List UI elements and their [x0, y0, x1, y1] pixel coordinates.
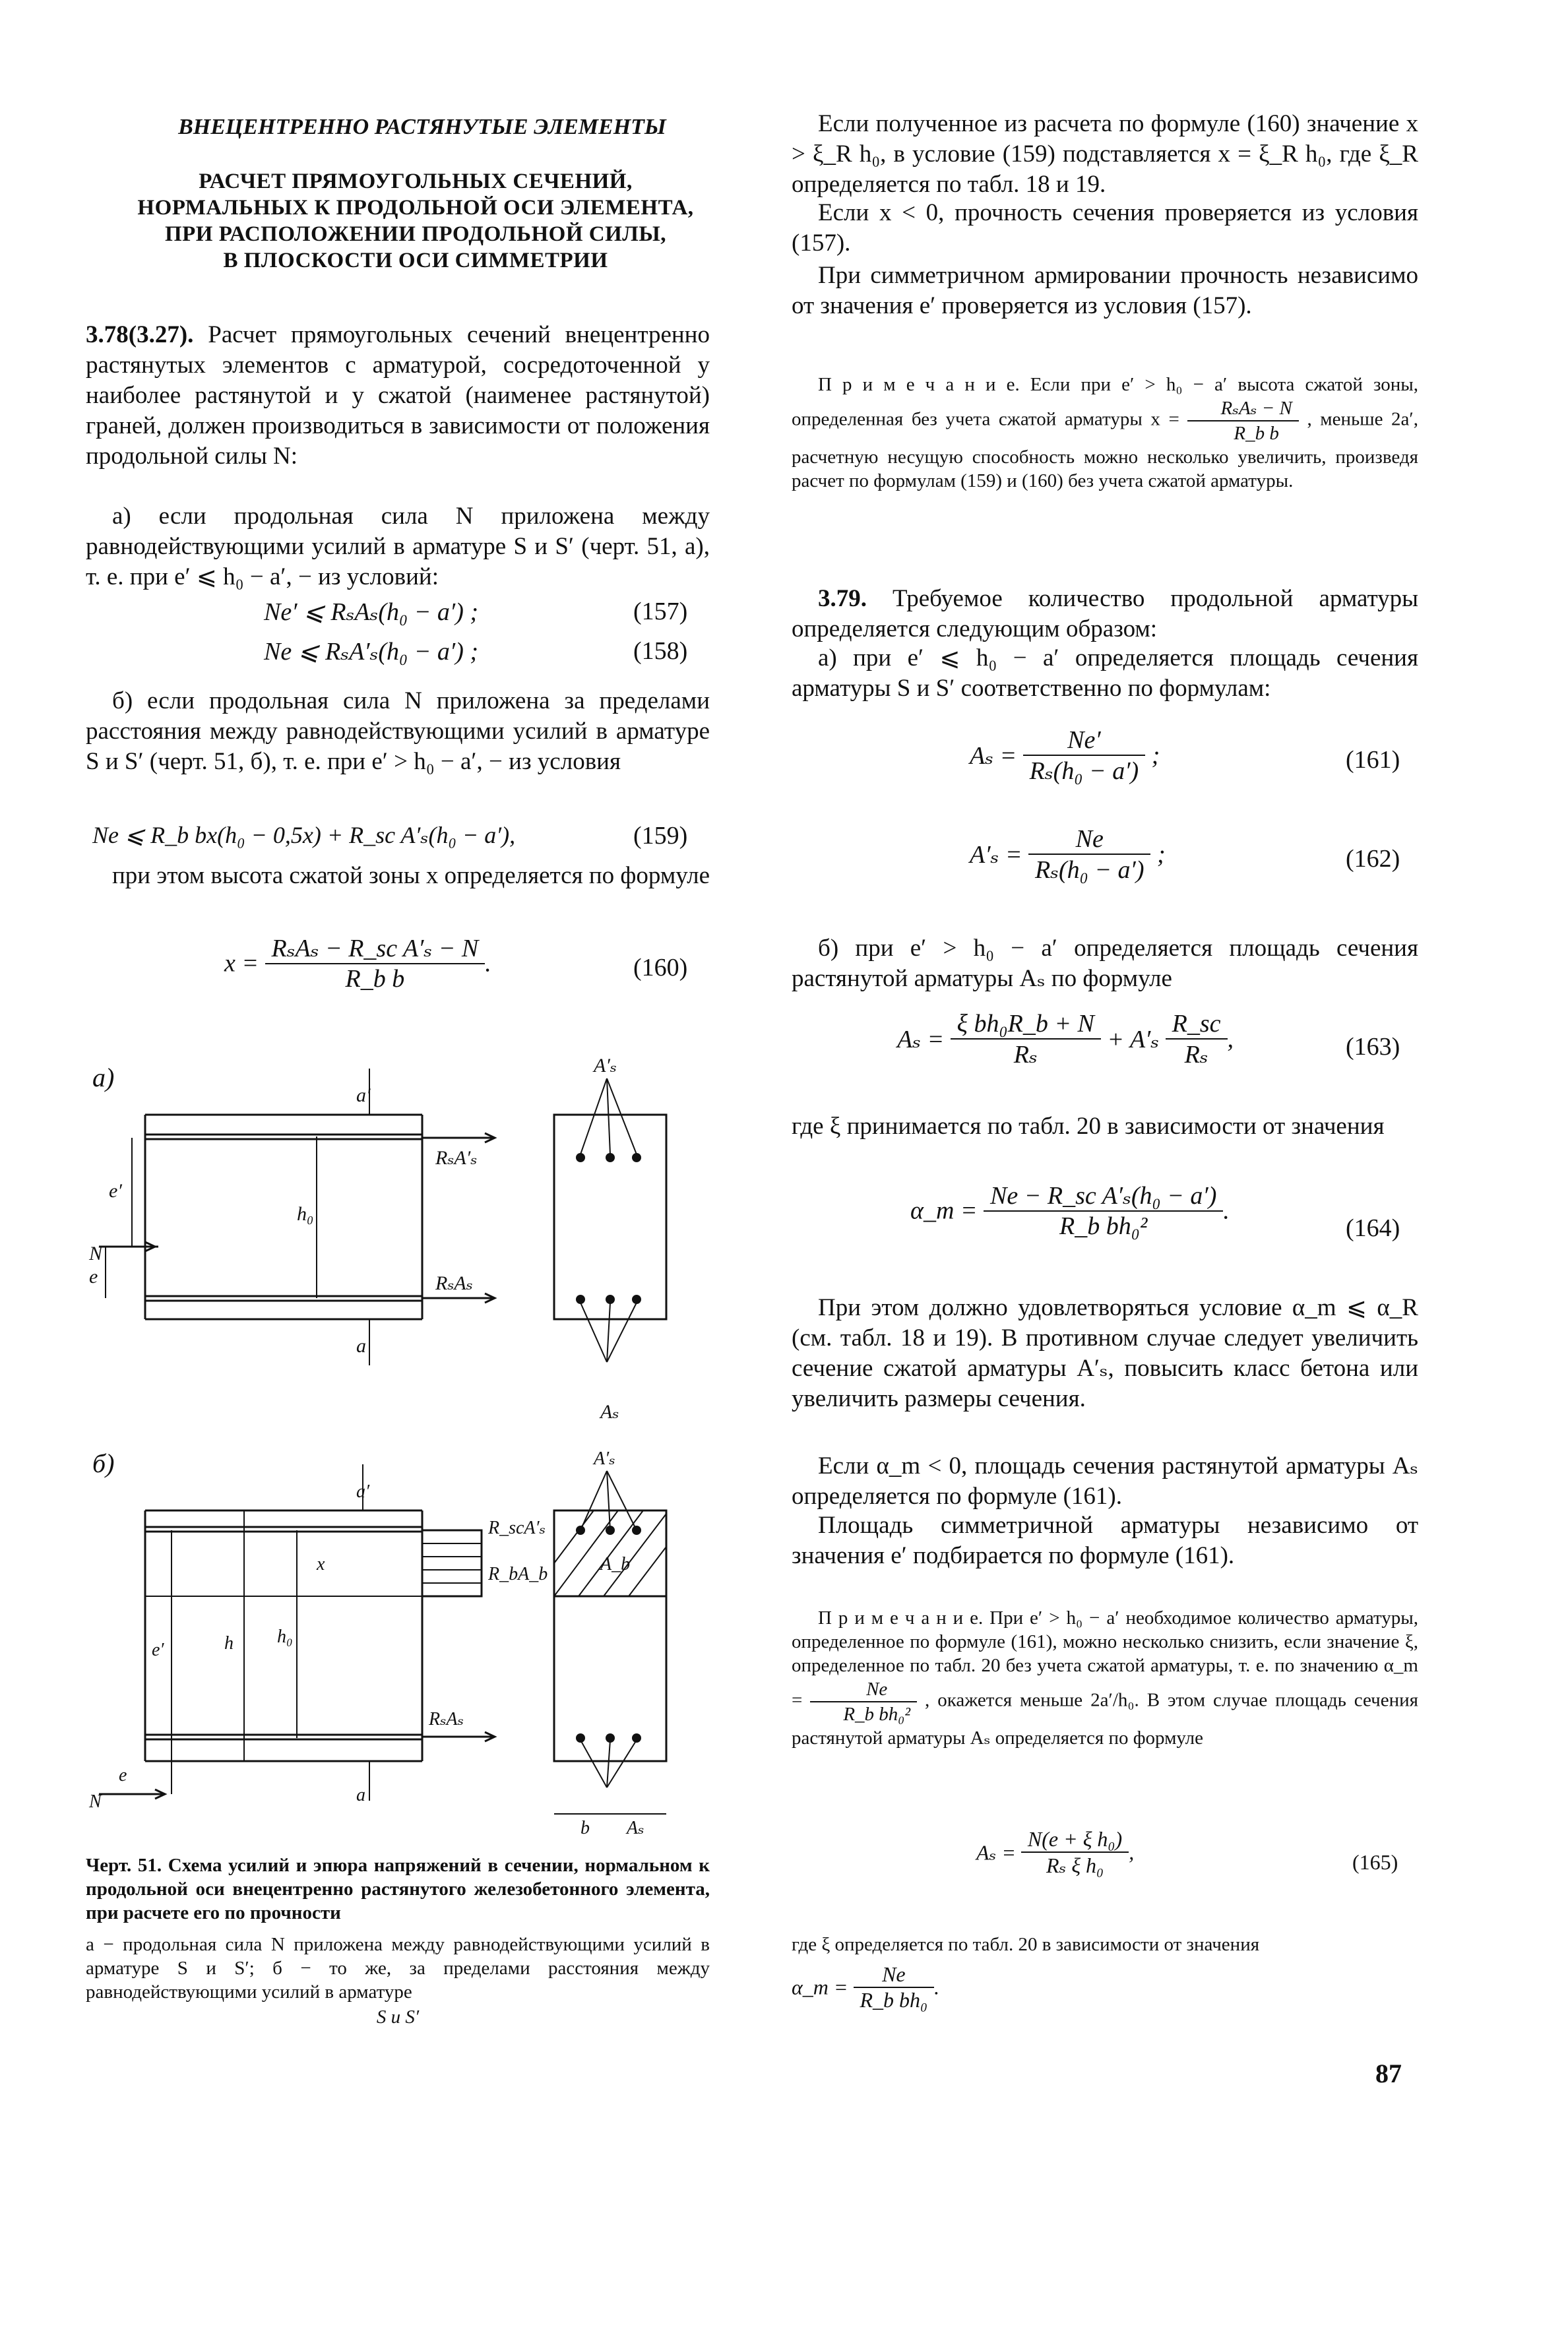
svg-text:h₀: h₀: [277, 1627, 293, 1647]
section-title: ВНЕЦЕНТРЕННО РАСТЯНУТЫЕ ЭЛЕМЕНТЫ: [178, 115, 666, 139]
equation-159: Ne ⩽ R_b bx(h₀ − 0,5x) + R_sc A′ₛ(h₀ − a′),: [92, 822, 516, 848]
fraction-denominator: Rₛ: [1013, 1041, 1038, 1069]
paragraph-symmetric: При симметричном армировании прочность независимо от значения e′ проверяется из условия (157).: [792, 262, 1418, 319]
svg-text:N: N: [89, 1243, 103, 1264]
case-a-text: а) при e′ ⩽ h₀ − a′ определяется площадь сечения арматуры S и S′ соответственно по формулам:: [792, 644, 1418, 702]
equation-165-fraction: [1021, 1827, 1129, 1878]
paragraph-x-negative: Если x < 0, прочность сечения проверяется из условия (157).: [792, 199, 1418, 257]
svg-text:A′ₛ: A′ₛ: [594, 1055, 617, 1076]
paragraph-text: Расчет прямоугольных сечений внецентренно растянутых элементов с арматурой, сосредоточенной у наиболее растянутой и у сжатой (наименее растянутой) граней, должен производиться в зависимости от положения продольной силы N:: [86, 321, 710, 470]
svg-text:e′: e′: [152, 1640, 164, 1660]
paragraph-alpha-negative: Если α_m < 0, площадь сечения растянутой арматуры Aₛ определяется по формуле (161).: [792, 1452, 1418, 1510]
svg-text:R_bA_b: R_bA_b: [488, 1564, 548, 1584]
svg-text:RₛAₛ: RₛAₛ: [435, 1272, 473, 1294]
figure-a-diagram: [79, 1049, 712, 1431]
equation-164: α_m = $\frac{\text{Ne − R\_sc A′ₛ(h₀ − a′)}}{\text{R\_b bh₀²}}$ .: [910, 1182, 1230, 1240]
x-definition-text: при этом высота сжатой зоны x определяется по формуле: [112, 862, 710, 889]
svg-text:a: a: [356, 1785, 365, 1805]
equation-164-lhs: α_m =: [910, 1197, 978, 1225]
case-b-text: б) если продольная сила N приложена за пределами расстояния между равнодействующими усилий в арматуре S и S′ (черт. 51, б), т. е. при e′ > h₀ − a′, − из условия: [86, 687, 710, 775]
equation-164-fraction: [984, 1181, 1223, 1241]
equation-158: Ne ⩽ RₛA′ₛ(h₀ − a′) ;: [264, 638, 479, 666]
figure-b-diagram: [79, 1445, 712, 1840]
subtitle-line: НОРМАЛЬНЫХ К ПРОДОЛЬНОЙ ОСИ ЭЛЕМЕНТА,: [137, 196, 694, 220]
equation-162: A′ₛ = $\frac{Ne}{\text{Rₛ(h₀ − a′)}}$ ;: [970, 825, 1166, 884]
svg-text:R_scA′ₛ: R_scA′ₛ: [488, 1518, 546, 1538]
fraction-numerator: RₛAₛ − N: [1187, 396, 1298, 421]
subtitle-line: В ПЛОСКОСТИ ОСИ СИММЕТРИИ: [223, 249, 608, 272]
svg-text:RₛA′ₛ: RₛA′ₛ: [435, 1147, 478, 1169]
equation-162-number: (162): [1346, 845, 1400, 873]
note-1-text: П р и м е ч а н и е. Если при e′ > h₀ − a′ высота сжатой зоны, определенная без учета сжатой арматуры x =: [792, 374, 1418, 430]
svg-text:A′ₛ: A′ₛ: [594, 1448, 615, 1469]
note-1-fraction: [1187, 396, 1298, 445]
fraction-numerator: Ne: [1028, 824, 1151, 855]
svg-text:a′: a′: [356, 1481, 370, 1502]
paragraph-symmetric-area: Площадь симметричной арматуры независимо от значения e′ подбирается по формуле (161).: [792, 1512, 1418, 1569]
subtitle-line: ПРИ РАСПОЛОЖЕНИИ ПРОДОЛЬНОЙ СИЛЫ,: [164, 222, 666, 246]
note-2-continued: , окажется меньше 2a′/h₀. В этом случае площадь сечения растянутой арматуры Aₛ определяется по формуле: [792, 1689, 1419, 1749]
equation-160-number: (160): [633, 954, 688, 981]
figure-caption-text: а − продольная сила N приложена между равнодействующими усилий в арматуре S и S′; б − то же, за пределами расстояния между равнодействующими усилий в арматуре: [86, 1934, 710, 2003]
paragraph-379: [792, 584, 1418, 644]
xi-text: где ξ принимается по табл. 20 в зависимости от значения: [792, 1113, 1385, 1140]
case-b-text: б) при e′ > h₀ − a′ определяется площадь сечения растянутой арматуры Aₛ по формуле: [792, 935, 1418, 992]
equation-165-number: (165): [1352, 1850, 1398, 1874]
svg-text:Aₛ: Aₛ: [627, 1818, 644, 1838]
paragraph-xi-check: Если полученное из расчета по формуле (160) значение x > ξ_R h₀, в условие (159) подставляется x = ξ_R h₀, где ξ_R определяется по табл. 18 и 19.: [792, 110, 1418, 198]
fraction-numerator: Ne: [810, 1677, 917, 1702]
fraction-denominator: R_b b: [345, 965, 405, 993]
fraction-denominator: R_b b: [1234, 423, 1279, 444]
note-2: [792, 1606, 1418, 1750]
fraction-denominator: R_b bh₀²: [1059, 1212, 1148, 1240]
svg-text:a: a: [356, 1335, 366, 1357]
equation-161: Aₛ = $\frac{Ne'}{\text{Rₛ(h₀ − a′)}}$ ;: [970, 726, 1160, 785]
note-2-text: П р и м е ч а н и е. При e′ > h₀ − a′ необходимое количество арматуры, определенное по формуле (161), можно несколько снизить, если значение ξ, определенное по табл. 20 без учета сжатой арматуры, т. е. по значению α_m =: [792, 1607, 1418, 1711]
equation-164-number: (164): [1346, 1214, 1400, 1242]
equation-163: Aₛ = $\frac{\text{ξ bh₀R\_b + N}}{\text{Rₛ}}$ + A′ₛ $\frac{R\_sc}{\text{Rₛ}}$ ,: [897, 1010, 1234, 1069]
svg-text:h₀: h₀: [297, 1203, 314, 1225]
equation-163-fraction: [951, 1009, 1101, 1069]
equation-165: Aₛ = $\frac{\text{N(e + ξ h₀)}}{\text{Rₛ ξ h₀}}$ ,: [976, 1827, 1135, 1877]
equation-162-lhs: A′ₛ =: [970, 841, 1022, 869]
svg-text:A_b: A_b: [600, 1554, 631, 1574]
note-1: [792, 373, 1418, 493]
note-3-lhs: α_m =: [792, 1975, 848, 1999]
equation-160-fraction: [265, 933, 486, 993]
svg-text:h: h: [224, 1633, 234, 1654]
equation-163-lhs: Aₛ =: [897, 1026, 945, 1053]
paragraph-text: Требуемое количество продольной арматуры определяется следующим образом:: [792, 585, 1418, 642]
fraction-denominator: Rₛ: [1184, 1041, 1208, 1069]
svg-text:b: b: [580, 1818, 590, 1838]
svg-text:RₛAₛ: RₛAₛ: [429, 1709, 464, 1729]
fraction-numerator: RₛAₛ − R_sc A′ₛ − N: [265, 933, 486, 964]
fraction-denominator: Rₛ(h₀ − a′): [1029, 757, 1139, 785]
page-number: 87: [1375, 2059, 1402, 2088]
paragraph-number: 3.78(3.27).: [86, 321, 194, 348]
paragraph-378: [86, 320, 710, 472]
figure-caption-title: Черт. 51. Схема усилий и эпюра напряжений в сечении, нормальном к продольной оси внецентренно растянутого железобетонного элемента, при расчете его по прочности: [86, 1855, 710, 1923]
equation-161-lhs: Aₛ =: [970, 742, 1017, 770]
equation-162-fraction: [1028, 824, 1151, 885]
fraction-numerator: Ne: [854, 1962, 935, 1988]
equation-163-number: (163): [1346, 1033, 1400, 1061]
svg-text:e: e: [89, 1266, 98, 1288]
fraction-numerator: R_sc: [1166, 1009, 1228, 1040]
svg-text:e′: e′: [109, 1180, 122, 1202]
note-2-fraction: [810, 1677, 917, 1726]
note-3-fraction: [854, 1962, 935, 2012]
subtitle-line: РАСЧЕТ ПРЯМОУГОЛЬНЫХ СЕЧЕНИЙ,: [199, 170, 633, 193]
paragraph-number: 3.79.: [818, 585, 867, 612]
figure-caption-last: S и S′: [376, 2006, 420, 2028]
note-3-formula: α_m = $\frac{Ne}{\text{R\_b bh₀}}$ .: [792, 1962, 940, 2012]
equation-163-fraction-2: [1166, 1009, 1228, 1069]
fraction-numerator: ξ bh₀R_b + N: [951, 1009, 1101, 1040]
subtitle: [86, 168, 745, 274]
fraction-denominator: Rₛ(h₀ − a′): [1034, 856, 1145, 884]
equation-158-number: (158): [633, 637, 688, 665]
equation-157: Ne′ ⩽ RₛAₛ(h₀ − a′) ;: [264, 598, 479, 626]
svg-text:Aₛ: Aₛ: [600, 1401, 619, 1423]
equation-160-lhs: x =: [224, 949, 259, 978]
note-3: где ξ определяется по табл. 20 в зависимости от значения: [792, 1934, 1260, 1955]
fraction-numerator: Ne′: [1023, 726, 1146, 756]
fraction-denominator: R_b bh₀: [860, 1988, 928, 2012]
svg-text:N: N: [89, 1791, 102, 1812]
figure-b-label: б): [92, 1448, 115, 1478]
equation-157-number: (157): [633, 598, 688, 625]
equation-163-mid: + A′ₛ: [1107, 1026, 1160, 1053]
figure-a-label: а): [92, 1063, 115, 1092]
svg-text:a′: a′: [356, 1084, 371, 1106]
svg-text:e: e: [119, 1765, 127, 1786]
note-1-continued: , меньше 2a′, расчетную несущую способность можно несколько увеличить, произведя расчет по формулам (159) и (160) без учета сжатой арматуры.: [792, 408, 1419, 491]
case-a-text: а) если продольная сила N приложена между равнодействующими усилий в арматуре S и S′ (черт. 51, а), т. е. при e′ ⩽ h₀ − a′, − из условий:: [86, 503, 710, 590]
equation-160: x = $\frac{\text{RₛAₛ − R\_sc A′ₛ − N}}{\text{R\_b b}}$ .: [224, 935, 491, 993]
paragraph-condition: При этом должно удовлетворяться условие α_m ⩽ α_R (см. табл. 18 и 19). В противном случае следует увеличить сечение сжатой арматуры A′ₛ, повысить класс бетона или увеличить размеры сечения.: [792, 1294, 1418, 1412]
fraction-numerator: N(e + ξ h₀): [1021, 1827, 1129, 1853]
fraction-numerator: Ne − R_sc A′ₛ(h₀ − a′): [984, 1181, 1223, 1212]
equation-159-number: (159): [633, 822, 688, 850]
svg-text:x: x: [317, 1554, 325, 1574]
equation-165-lhs: Aₛ =: [976, 1840, 1016, 1865]
equation-161-fraction: [1023, 726, 1146, 786]
equation-161-number: (161): [1346, 746, 1400, 774]
fraction-denominator: Rₛ ξ h₀: [1046, 1853, 1104, 1877]
fraction-denominator: R_b bh₀²: [843, 1704, 911, 1725]
